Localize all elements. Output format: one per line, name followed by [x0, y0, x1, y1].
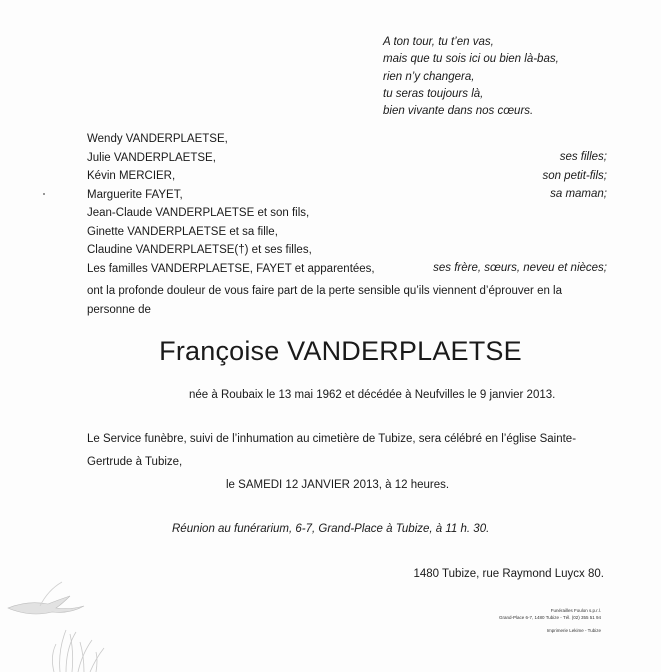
printer-credits: [499, 607, 601, 634]
bird-over-grass-illustration: [0, 560, 130, 672]
relation-filles: ses filles;: [559, 151, 607, 163]
speck-mark: [43, 193, 45, 195]
birth-death-line: née à Roubaix le 13 mai 1962 et décédée à Neufvilles le 9 janvier 2013.: [189, 389, 556, 401]
relation-petit-fils: son petit-fils;: [542, 169, 607, 182]
family-name: Claudine VANDERPLAETSE(†) et ses filles,: [87, 244, 312, 256]
relations-column: [433, 148, 607, 278]
family-name: Julie VANDERPLAETSE,: [87, 151, 216, 164]
service-date: le SAMEDI 12 JANVIER 2013, à 12 heures.: [226, 479, 450, 491]
printer-imprint: Imprimerie Lekime - Tubize: [546, 628, 601, 633]
service-paragraph: Le Service funèbre, suivi de l’inhumation au cimetière de Tubize, sera célébré en l’église Sainte-Gertrude à Tubize,: [87, 433, 577, 468]
reunion-line: Réunion au funérarium, 6-7, Grand-Place à Tubize, à 11 h. 30.: [172, 523, 490, 535]
family-name: Wendy VANDERPLAETSE,: [87, 133, 228, 145]
family-names-list: [87, 130, 375, 278]
family-name: Kévin MERCIER,: [87, 170, 176, 182]
poem-line: A ton tour, tu t’en vas,: [383, 36, 494, 48]
family-name: Ginette VANDERPLAETSE et sa fille,: [87, 225, 278, 238]
family-name: Les familles VANDERPLAETSE, FAYET et apparentées,: [87, 262, 375, 275]
deceased-name: Françoise VANDERPLAETSE: [159, 336, 522, 366]
poem-line: rien n’y changera,: [383, 70, 475, 83]
relation-fratrie: ses frère, sœurs, neveu et nièces;: [433, 262, 607, 274]
family-address: 1480 Tubize, rue Raymond Luycx 80.: [413, 568, 604, 580]
intro-paragraph: ont la profonde douleur de vous faire part de la perte sensible qu’ils viennent d’éprouver en la personne de: [87, 285, 563, 316]
funeral-home-address: Grand-Place 6-7, 1480 Tubize - Tél. (02) 355 51 94: [499, 615, 601, 620]
funeral-home-name: Funérailles Foulon s.p.r.l.: [550, 608, 601, 613]
family-name: Marguerite FAYET,: [87, 188, 183, 201]
poem-line: mais que tu sois ici ou bien là-bas,: [383, 53, 559, 66]
poem: [383, 34, 559, 120]
poem-line: bien vivante dans nos cœurs.: [383, 105, 534, 118]
poem-line: tu seras toujours là,: [383, 87, 484, 100]
relation-spacer: [433, 204, 607, 260]
family-name: Jean-Claude VANDERPLAETSE et son fils,: [87, 207, 310, 219]
relation-maman: sa maman;: [550, 188, 607, 200]
